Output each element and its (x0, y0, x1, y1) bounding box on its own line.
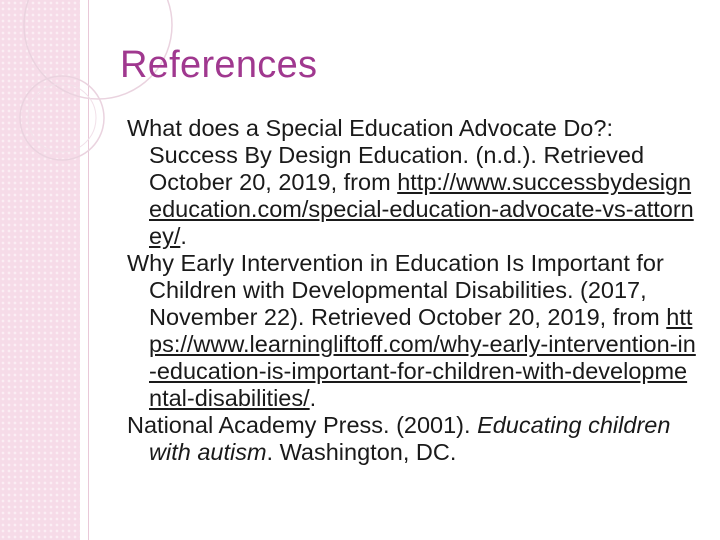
reference-text: National Academy Press. (2001). (127, 412, 478, 438)
reference-text: . (180, 223, 187, 249)
reference-text: . Washington, DC. (266, 439, 457, 465)
reference-text: What does a Special Education Advocate Do?: Success By Design Education. (n.d.). Retrieved October 20, 2019, from (127, 115, 645, 195)
reference-item (127, 412, 697, 466)
reference-text: . (309, 385, 317, 411)
decorative-side-strip (0, 0, 80, 540)
reference-text: Why Early Intervention in Education Is Important for Children with Developmental Disabilities. (2017, November 22). Retrieved October 20, 2019, from (127, 250, 667, 330)
references-list (127, 115, 697, 466)
reference-link[interactable]: http://www.successbydesigneducation.com/special-education-advocate-vs-attorney/ (149, 169, 694, 249)
slide-title: References (120, 44, 318, 86)
reference-item (127, 115, 697, 250)
reference-title-italic: Educating children with autism (149, 412, 671, 465)
reference-link[interactable]: https://www.learningliftoff.com/why-early-intervention-in-education-is-important-for-children-with-developmental-disabilities/ (149, 304, 696, 411)
decorative-divider-line (88, 0, 89, 540)
reference-item (127, 250, 697, 412)
